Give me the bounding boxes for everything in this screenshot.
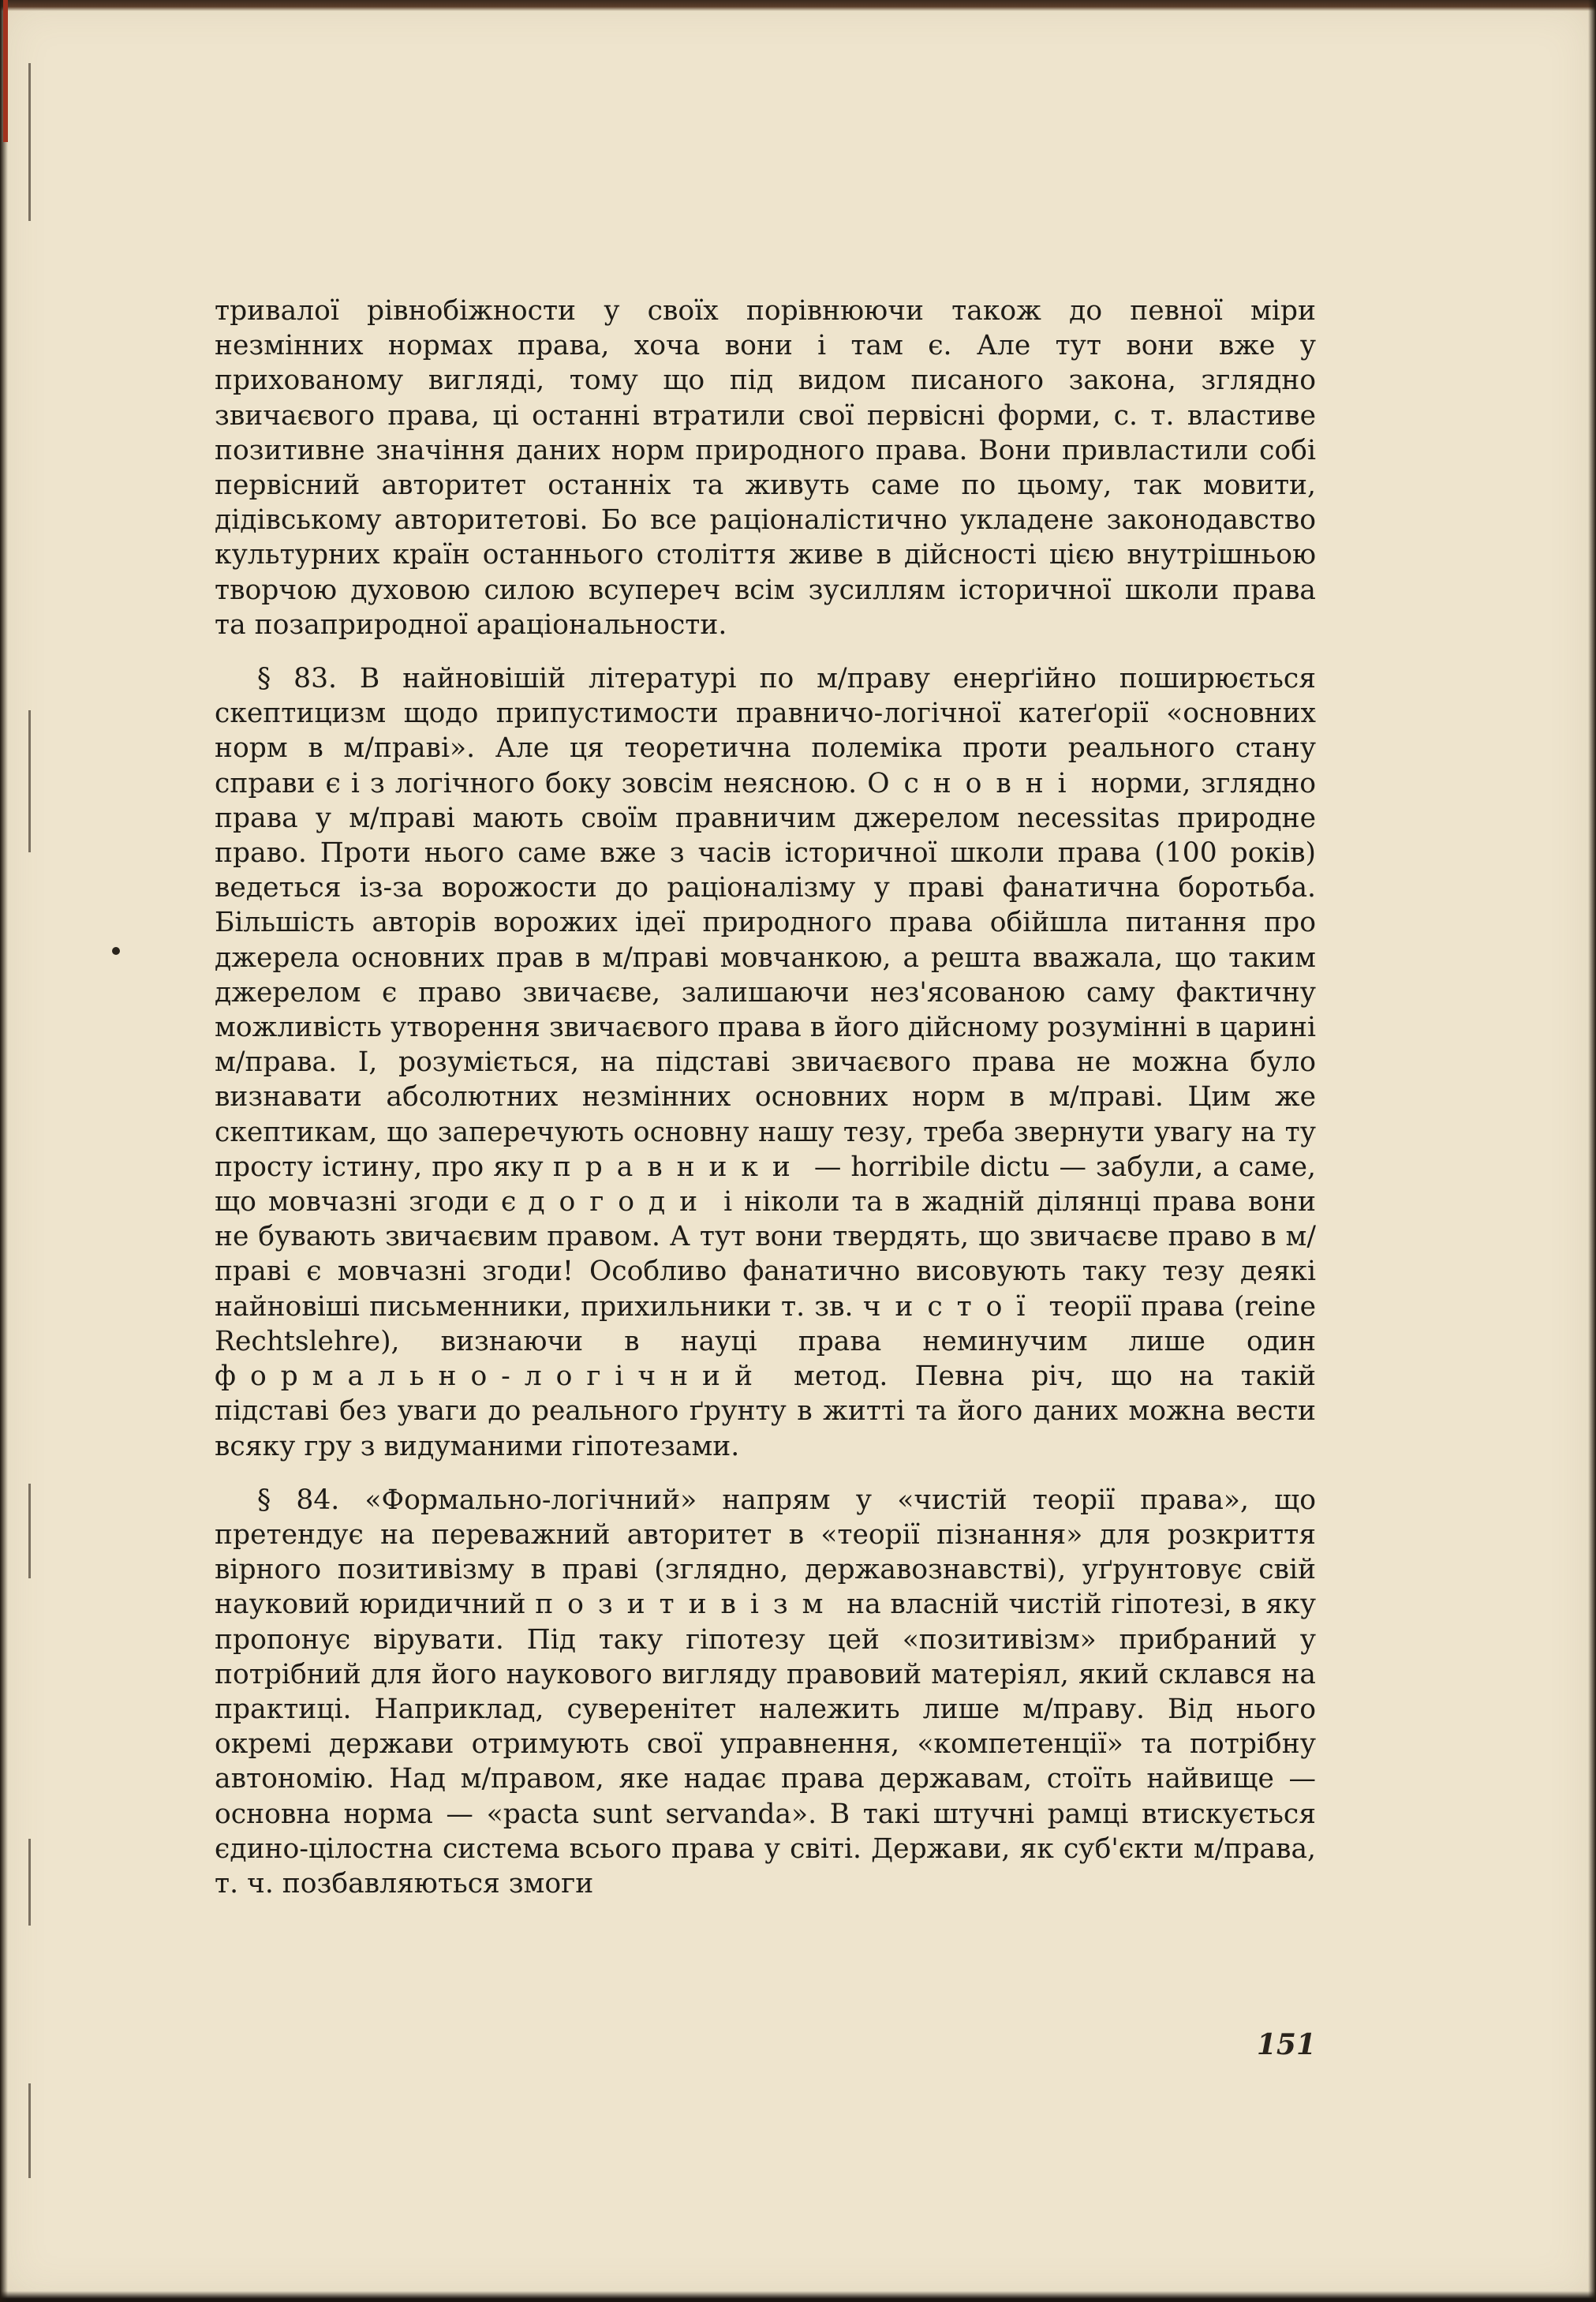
p83-text-4: і ніколи та в жадній ділянці права вони не бувають звичаєвим правом. А тут вони твердять, що звичаєве право в м/праві є мовчазні згоди! Особливо фанатично висовують таку тезу деякі найновіші письменники, прихильники т. зв. — [215, 1186, 1316, 1323]
gutter-line — [28, 2083, 31, 2178]
binding-red-mark — [3, 0, 8, 142]
p83-text-5: теорії права (reine Rechtslehre), визнаючи в науці права неминучим лише один — [215, 1290, 1317, 1357]
gutter-line — [28, 1484, 31, 1578]
p84-text-2: на власній чистій гіпотезі, в яку пропонує вірувати. Під таку гіпотезу цей «позитивізм» прибраний у потрібний для його наукового вигляду правовий матеріял, який склався на практиці. Наприклад, суверенітет належить лише м/праву. Від нього окремі держави отримують свої управнення, «компетенції» та потрібну автономію. Над м/правом, яке надає права державам, стоїть найвище — основна норма — «pacta sunt servanda». В такі штучні рамці втискується єдино-цілостна система всього права у світі. Держави, як суб'єкти м/права, т. ч. позбавляються змоги — [215, 1589, 1317, 1900]
p83-spaced-4: чистої — [862, 1290, 1040, 1323]
paragraph-84 — [215, 1483, 1316, 1901]
scan-bottom-edge — [0, 2291, 1596, 2302]
p83-text-1: § 83. В найновішій літературі по м/праву енерґійно поширюється скептицизм щодо припустимости правничо-логічної катеґорії «основних норм в м/праві». Але ця теоретична полеміка проти реального стану справи є і з логічного боку зовсім неясною. — [215, 663, 1316, 799]
p83-spaced-1: Основні — [867, 767, 1081, 799]
p83-spaced-3: догоди — [528, 1186, 712, 1218]
p83-text-2: норми, зглядно права у м/праві мають своїм правничим джерелом necessitas природне право. Проти нього саме вже з часів історичної школи права (100 років) ведеться із-за ворожости до раціоналізму у праві фанатична боротьба. Більшість авторів ворожих ідеї природного права обійшла питання про джерела основних прав в м/праві мовчанкою, а решта вважала, що таким джерелом є право звичаєве, залишаючи нез'ясованою саму фактичну можливість утворення звичаєвого права в його дійсному розумінні в царині м/права. І, розуміється, на підставі звичаєвого права не можна було визнавати абсолютних незмінних основних норм в м/праві. Цим же скептикам, що заперечують основну нашу тезу, треба звернути увагу на ту просту істину, про яку — [215, 767, 1316, 1183]
p83-spaced-5: формально-логічний — [215, 1361, 767, 1393]
p84-text-1: § 84. «Формально-логічний» напрям у «чистій теорії права», що претендує на переважний авторитет в «теорії пізнання» для розкриття вірного позитивізму в праві (зглядно, державознавстві), уґрунтовує свій науковий юридичний — [215, 1484, 1316, 1621]
scan-top-edge — [0, 0, 1596, 11]
scan-left-edge — [0, 0, 8, 2302]
gutter-line — [28, 63, 31, 221]
gutter-marks — [28, 63, 32, 2257]
body-text — [215, 294, 1316, 1901]
gutter-line — [28, 710, 31, 852]
paragraph-83 — [215, 661, 1316, 1464]
p83-spaced-2: правники — [552, 1151, 805, 1183]
p84-spaced-1: позитивізм — [535, 1589, 838, 1621]
p83-text-6: метод. Певна річ, що на такій підставі без уваги до реального ґрунту в житті та його даних можна вести всяку гру з видуманими гіпотезами. — [215, 1361, 1316, 1462]
scan-right-edge — [1588, 0, 1596, 2302]
page-number: 151 — [1256, 2028, 1316, 2061]
gutter-line — [28, 1839, 31, 1926]
paragraph-continuation: тривалої рівнобіжности у своїх порівнюючи також до певної міри незмінних нормах права, хоча вони і там є. Але тут вони вже у прихованому вигляді, тому що під видом писаного закона, зглядно звичаєвого права, ці останні втратили свої первісні форми, с. т. властиве позитивне значіння даних норм природного права. Вони привластили собі первісний авторитет останніх та живуть саме по цьому, так мовити, дідівському авторитетові. Бо все раціоналістично укладене законодавство культурних країн останнього століття живе в дійсності цією внутрішньою творчою духовою силою всупереч всім зусиллям історичної школи права та позаприродної араціональности. — [215, 295, 1316, 641]
p83-text-3: — horribile dictu — забули, а саме, що мовчазні згоди є — [215, 1151, 1316, 1218]
margin-dot — [112, 947, 120, 955]
